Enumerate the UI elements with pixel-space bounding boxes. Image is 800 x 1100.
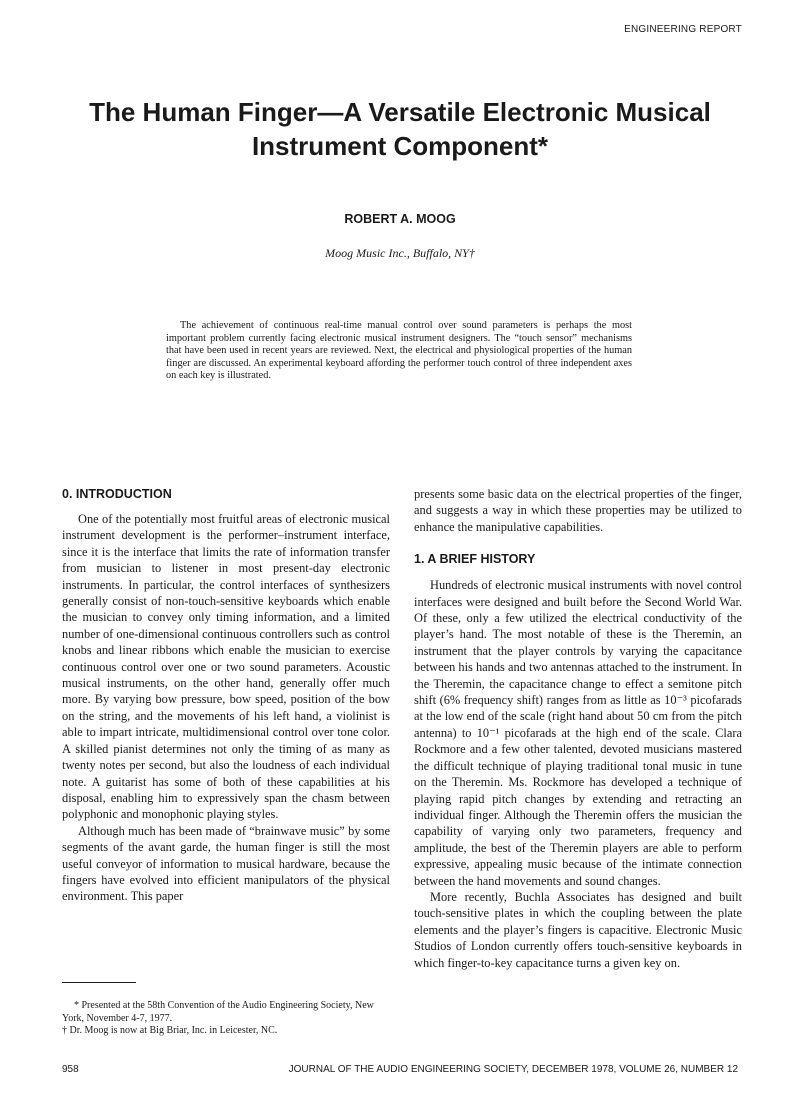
intro-paragraph-continued: presents some basic data on the electrical properties of the finger, and suggests a way in which these properties may be utilized to enhance the manipulative capabilities.	[414, 487, 742, 534]
author-name: ROBERT A. MOOG	[344, 212, 456, 226]
journal-footer: JOURNAL OF THE AUDIO ENGINEERING SOCIETY, DECEMBER 1978, VOLUME 26, NUMBER 12	[288, 1064, 738, 1075]
history-paragraph: More recently, Buchla Associates has designed and built touch-sensitive plates in which the coupling between the plate elements and the player’s fingers is capacitive. Electronic Music Studios of London currently offers touch-sensitive keyboards in which finger-to-key capacitance turns a given key on.	[414, 889, 742, 970]
paper-title: The Human Finger—A Versatile Electronic Musical Instrument Component*	[89, 97, 711, 161]
left-column	[62, 486, 390, 905]
running-header: ENGINEERING REPORT	[624, 24, 742, 35]
history-paragraph: Hundreds of electronic musical instruments with novel control interfaces were designed and built before the Second World War. Of these, only a few utilized the electrical conductivity of the player’s hand. The most notable of these is the Theremin, an instrument that the player controls by varying the capacitance between his hands and two antennas attached to the instrument. In the Theremin, the capacitance change to effect a semitone pitch shift (6% frequency shift) ranges from as little as 10⁻³ picofarads at the low end of the scale (right hand about 50 cm from the pitch antenna) to 10⁻¹ picofarads at the high end of the scale. Clara Rockmore and a few other talented, devoted musicians mastered the difficult technique of playing traditional tonal music in tune on the Theremin. Ms. Rockmore has developed a technique of playing rapid pitch changes by extending and retracting an individual finger. Although the Theremin offers the musician the capability of varying only two parameters, frequency and amplitude, the best of the Theremin players are able to perform expressive, appealing music because of the intimate connection between the hand movements and sound changes.	[414, 578, 742, 888]
footnote-presentation: * Presented at the 58th Convention of the Audio Engineering Society, New York, November 4-7, 1977.	[62, 1000, 374, 1024]
section-heading-history: 1. A BRIEF HISTORY	[414, 552, 536, 567]
footnote-divider	[62, 982, 136, 983]
intro-paragraph: Although much has been made of “brainwave music” by some segments of the avant garde, the human finger is still the most useful conveyor of information to musical hardware, because the fingers have evolved into efficient manipulators of the physical environment. This paper	[62, 823, 390, 904]
right-column	[414, 486, 742, 971]
page-number: 958	[62, 1064, 79, 1075]
intro-paragraph: One of the potentially most fruitful areas of electronic musical instrument development is the performer–instrument interface, since it is the interface that limits the rate of information transfer from musician to listener in most present-day electronic instruments. In particular, the control interfaces of synthesizers generally consist of non-touch-sensitive keyboards which enable the musician to convey only timing information, and a limited number of one-dimensional continuous controllers such as control knobs and linear ribbons which enable the musician to exercise continuous control over one or two sound parameters. Acoustic musical instruments, on the other hand, generally offer much more. By varying bow pressure, bow speed, position of the bow on the string, and the movements of his left hand, a violinist is able to impart intricate, multidimensional control over tone color. A skilled pianist determines not only the timing of as many as twenty notes per second, but also the loudness of each individual note. A guitarist has some of both of these capabilities at his disposal, enabling him to expressively span the chasm between polyphonic and monophonic playing styles.	[62, 512, 390, 822]
abstract: The achievement of continuous real-time manual control over sound parameters is perhaps the most important problem currently facing electronic musical instrument designers. The “touch sensor” mechanisms that have been used in recent years are reviewed. Next, the electrical and physiological properties of the human finger are discussed. An experimental keyboard affording the performer touch control of three independent axes on each key is illustrated.	[166, 320, 632, 382]
author-affiliation: Moog Music Inc., Buffalo, NY†	[325, 246, 475, 260]
section-heading-introduction: 0. INTRODUCTION	[62, 487, 172, 501]
footnote-author-address: † Dr. Moog is now at Big Briar, Inc. in Leicester, NC.	[62, 1025, 278, 1036]
footnotes	[62, 1000, 390, 1038]
